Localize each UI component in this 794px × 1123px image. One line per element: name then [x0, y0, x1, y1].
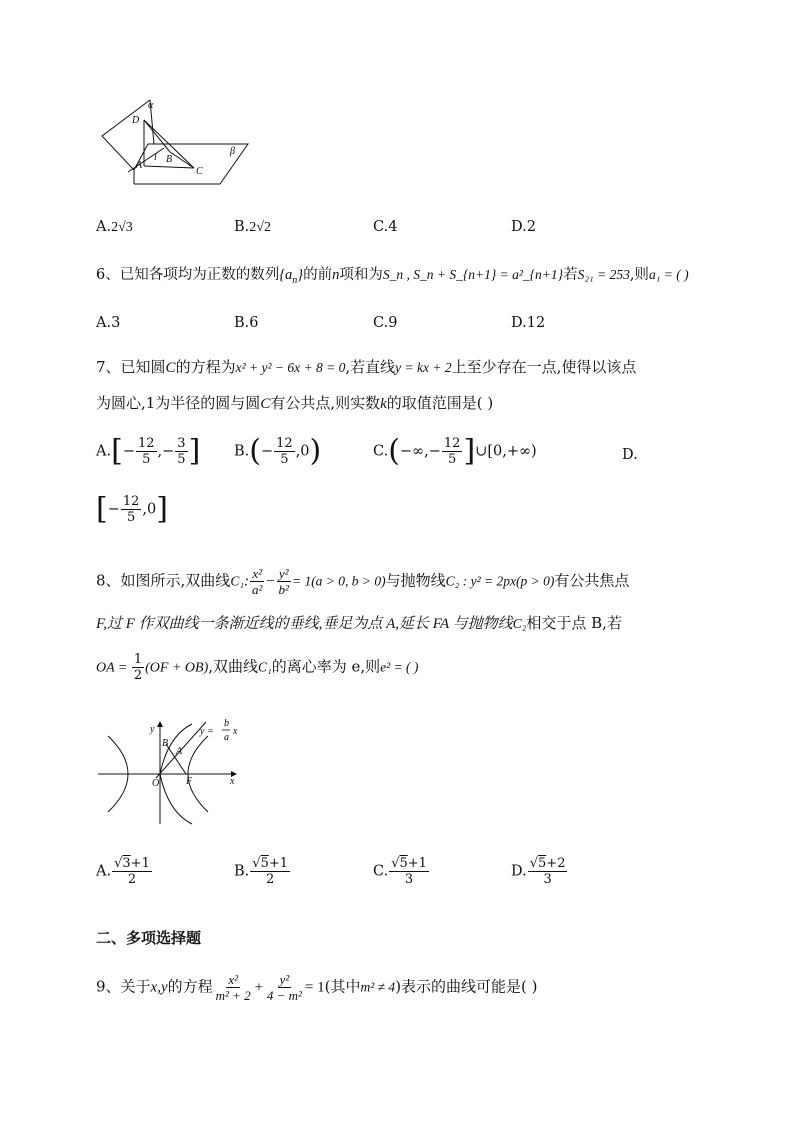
fig2-asymptote-label: y =	[200, 726, 214, 737]
fig1-label-alpha: α	[148, 100, 154, 111]
question-8-line-1: 8、如图所示,双曲线C₁: $\frac{\text{x²}}{\text{a²}}$ − $\frac{\text{y²}}{\text{b²}}$ = 1(a > 0, b > 0)与抛物线C₂ : y² = 2px(p > 0)有公共焦点	[96, 566, 630, 597]
fig1-label-beta: β	[230, 146, 235, 157]
fig2-asym-b: b	[224, 718, 229, 729]
fig2-label-F: F	[186, 776, 193, 787]
question-8-line-3: OA = $\frac{1}{2}$ (OF + OB),双曲线C₁的离心率为 e,则e² = ( )	[96, 652, 419, 683]
question-8-line-2: F,过 F 作双曲线一条渐近线的垂线,垂足为点 A,延长 FA 与抛物线C₂相交于点 B,若	[96, 614, 622, 632]
q5-option-b[interactable]: B.2√2	[234, 219, 271, 235]
q7-option-d-value[interactable]: [− $\frac{12}{5}$ ,0]	[96, 491, 168, 527]
q7-option-d-label[interactable]: D.	[622, 447, 638, 463]
q8-option-c[interactable]: C. $\frac{√5+1}{3}$	[373, 856, 427, 887]
fig1-label-l: l	[154, 152, 157, 163]
fig1-label-A: A	[136, 160, 143, 171]
q6-option-c[interactable]: C.9	[373, 315, 398, 331]
q7-option-a[interactable]: A.[− $\frac{12}{5}$ ,− $\frac{3}{5}$ ]	[96, 433, 201, 469]
q8-option-b[interactable]: B. $\frac{√5+1}{2}$	[234, 856, 289, 887]
q5-option-a[interactable]: A.2√3	[96, 219, 133, 235]
fig2-asym-x: x	[233, 726, 238, 737]
question-7-line-1: 7、已知圆C的方程为x² + y² − 6x + 8 = 0,若直线y = kx + 2上至少存在一点,使得以该点	[96, 358, 637, 376]
q6-option-b[interactable]: B.6	[234, 315, 259, 331]
fig2-label-x: x	[230, 776, 235, 787]
q5-option-c[interactable]: C.4	[373, 219, 398, 235]
q6-option-a[interactable]: A.3	[96, 315, 121, 331]
question-7-line-2: 为圆心,1为半径的圆与圆C有公共点,则实数k的取值范围是( )	[96, 394, 494, 412]
q7-option-b[interactable]: B.(− $\frac{12}{5}$ ,0)	[234, 433, 322, 469]
fig2-asym-a: a	[224, 732, 229, 743]
question-9: 9、关于x,y的方程 $\frac{\text{x²}}{\text{m² + 2}}$ + $\frac{\text{y²}}{\text{4 − m²}}$ = 1(其中m² ≠ 4)表示的曲线可能是( )	[96, 972, 538, 1003]
section-2-heading: 二、多项选择题	[96, 929, 202, 947]
fig2-label-O: O	[152, 778, 160, 789]
q7-option-c[interactable]: C.(−∞,− $\frac{12}{5}$ ]∪[0,+∞)	[373, 433, 537, 469]
q5-option-d[interactable]: D.2	[511, 219, 536, 235]
fig2-label-y: y	[150, 724, 155, 735]
fig1-label-D: D	[132, 115, 140, 126]
planes-figure	[98, 96, 258, 188]
q6-option-d[interactable]: D.12	[511, 315, 546, 331]
question-6: 6、已知各项均为正数的数列$\{a_n\}$的前n项和为S_n , S_n + S_{n+1} = a²_{n+1}若S₂₁ = 253,则a₁ = ( )	[96, 267, 689, 286]
hyperbola-parabola-figure	[96, 716, 246, 826]
fig1-label-B: B	[166, 154, 173, 165]
q8-option-a[interactable]: A. $\frac{√3+1}{2}$	[96, 856, 150, 887]
fig2-label-A: A	[176, 746, 183, 757]
fig2-label-B: B	[162, 738, 169, 749]
q8-option-d[interactable]: D. $\frac{√5+2}{3}$	[511, 856, 566, 887]
fig1-label-C: C	[196, 166, 203, 177]
